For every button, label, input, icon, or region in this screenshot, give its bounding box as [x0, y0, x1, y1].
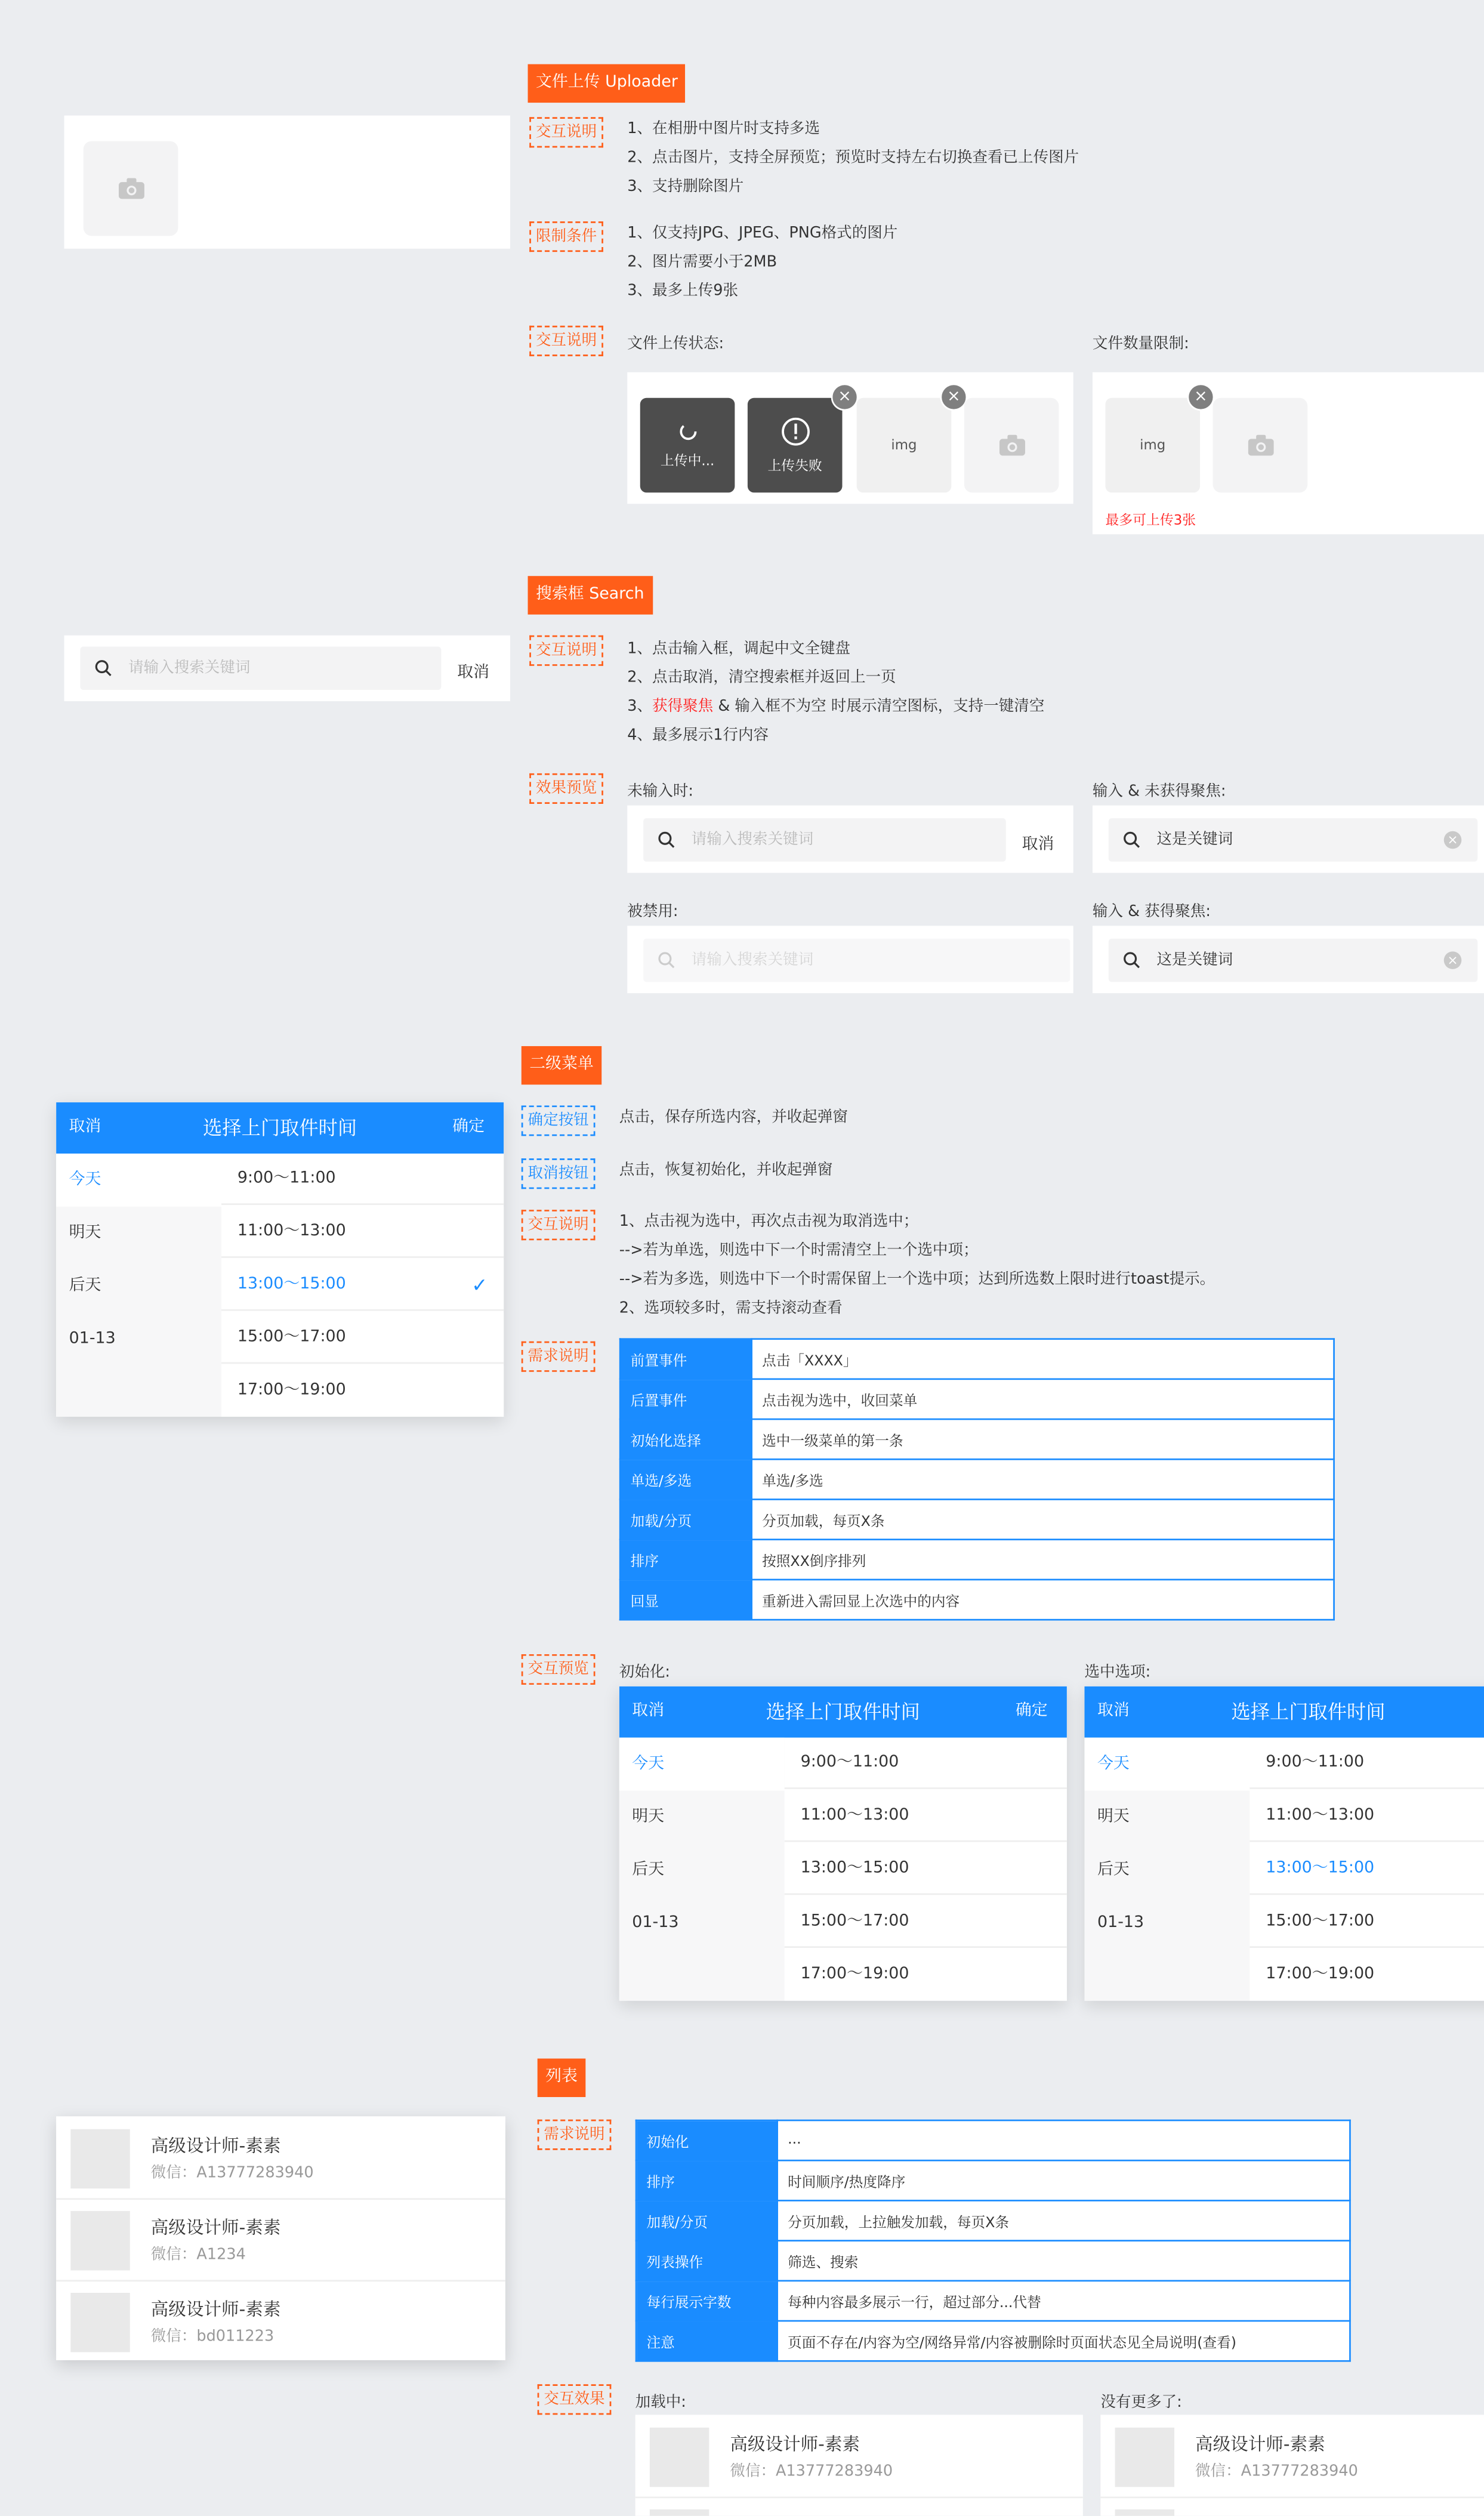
picker-ok-button[interactable]: 确定 [452, 1118, 485, 1136]
search-placeholder: 请输入搜索关键词 [691, 951, 814, 969]
upload-status-label: 文件上传状态: [627, 335, 724, 353]
picker-slot-item[interactable]: 17:00～19:00 [1249, 1950, 1484, 2001]
list-item-name: 高级设计师-素素 [150, 2135, 281, 2157]
list-item-name: 高级设计师-素素 [150, 2299, 281, 2320]
ok-button-tag: 确定按钮 [522, 1105, 596, 1136]
uploader-interact-note-3: 3、支持删除图片 [627, 178, 744, 196]
picker-title: 选择上门取件时间 [203, 1117, 357, 1139]
search-input-disabled [643, 939, 1070, 982]
table-row: 每行展示字数 每种内容最多展示一行，超过部分...代替 [636, 2281, 1350, 2321]
picker-day-item[interactable]: 今天 [1084, 1738, 1249, 1791]
list-item[interactable] [56, 2280, 505, 2360]
search-input-empty[interactable] [643, 818, 1006, 862]
picker-title: 选择上门取件时间 [1231, 1700, 1386, 1723]
list-effect-tag: 交互效果 [538, 2384, 612, 2415]
camera-icon [999, 435, 1025, 456]
label-loading: 加载中: [635, 2394, 686, 2412]
uploader-limit-note-2: 2、图片需要小于2MB [627, 253, 778, 272]
uploader-limit-note-1: 1、仅支持JPG、JPEG、PNG格式的图片 [627, 224, 898, 242]
upload-count-label: 文件数量限制: [1092, 335, 1189, 353]
delete-image-icon[interactable]: × [940, 384, 968, 411]
search-placeholder: 请输入搜索关键词 [128, 659, 251, 677]
uploader-section-title: 文件上传 Uploader [528, 64, 686, 103]
search-keyword: 这是关键词 [1156, 951, 1233, 969]
max-upload-note: 最多可上传3张 [1105, 513, 1196, 530]
list-item[interactable] [56, 2198, 505, 2281]
search-focus-preview [1093, 926, 1484, 993]
time-picker-demo [56, 1102, 504, 1417]
uploader-interact-note-2: 2、点击图片，支持全屏预览；预览时支持左右切换查看已上传图片 [627, 149, 1079, 167]
search-section-title: 搜索框 Search [528, 576, 652, 615]
avatar [1115, 2428, 1174, 2487]
submenu-req-table [619, 1338, 1335, 1620]
uploaded-image-thumb-2[interactable] [1105, 398, 1200, 493]
picker-slot-item[interactable]: 15:00～17:00 [785, 1897, 1067, 1948]
list-item[interactable] [1100, 2496, 1484, 2515]
uploader-limit-note-3: 3、最多上传9张 [627, 282, 739, 300]
picker-cancel-button[interactable]: 取消 [632, 1702, 665, 1720]
label-init: 初始化: [619, 1664, 671, 1682]
search-empty-preview [627, 806, 1073, 873]
picker-slot-item[interactable]: 13:00～15:00 [785, 1843, 1067, 1895]
uploader-demo-panel [64, 116, 510, 249]
picker-cancel-button[interactable]: 取消 [69, 1118, 101, 1136]
list-item[interactable] [635, 2496, 1083, 2515]
avatar [70, 2293, 129, 2352]
table-row: 列表操作 筛选、搜索 [636, 2241, 1350, 2281]
img-text-2: img [1140, 437, 1166, 454]
table-row: 初始化选择 选中一级菜单的第一条 [620, 1419, 1334, 1459]
table-row: 单选/多选 单选/多选 [620, 1459, 1334, 1499]
label-selected: 选中选项: [1084, 1664, 1151, 1682]
picker-day-item[interactable]: 今天 [619, 1738, 785, 1791]
list-item[interactable] [635, 2415, 1083, 2498]
search-demo-panel [64, 636, 510, 701]
failed-text: 上传失败 [767, 458, 822, 474]
search-interact-tag: 交互说明 [529, 636, 603, 666]
label-focus: 输入 & 获得聚焦: [1092, 903, 1211, 921]
failed-thumb [748, 398, 843, 493]
table-row: 初始化 ... [636, 2120, 1350, 2160]
list-req-table [635, 2120, 1351, 2362]
picker-ok-button[interactable]: 确定 [1015, 1702, 1048, 1720]
submenu-interact-note-4: 2、选项较多时，需支持滚动查看 [619, 1299, 843, 1318]
list-item-sub: 微信：A13777283940 [730, 2463, 893, 2481]
picker-day-item[interactable]: 01-13 [1097, 1914, 1144, 1932]
avatar [70, 2129, 129, 2188]
list-loading-preview [635, 2415, 1083, 2515]
search-blur-preview [1093, 806, 1484, 873]
list-item-sub: 微信：A13777283940 [150, 2164, 314, 2182]
check-icon: ✓ [471, 1274, 488, 1297]
time-picker-init [619, 1686, 1067, 2001]
submenu-interact-tag: 交互说明 [522, 1210, 596, 1240]
uploader-interact-tag: 交互说明 [529, 117, 603, 147]
search-input-focus[interactable] [1109, 939, 1477, 982]
search-icon [658, 951, 675, 969]
search-note-2: 2、点击取消，清空搜索框并返回上一页 [627, 669, 896, 687]
list-item-name: 高级设计师-素素 [150, 2217, 281, 2238]
search-placeholder: 请输入搜索关键词 [691, 831, 814, 849]
table-row: 排序 按照XX倒序排列 [620, 1540, 1334, 1580]
search-preview-tag: 效果预览 [529, 773, 603, 804]
table-row: 注意 页面不存在/内容为空/网络异常/内容被删除时页面状态见全局说明(查看) [636, 2321, 1350, 2361]
table-row: 前置事件 点击「XXXX」 [620, 1339, 1334, 1379]
submenu-req-tag: 需求说明 [522, 1342, 596, 1372]
submenu-interact-note-3: -->若为多选，则选中下一个时需保留上一个选中项；达到所选数上限时进行toast提示。 [619, 1271, 1215, 1288]
picker-slot-item[interactable]: 11:00～13:00 [1249, 1790, 1484, 1842]
cancel-button-tag: 取消按钮 [522, 1158, 596, 1189]
avatar [650, 2509, 709, 2516]
camera-icon [1247, 435, 1273, 456]
search-input-blur[interactable] [1109, 818, 1477, 862]
list-section-title: 列表 [538, 2058, 586, 2097]
picker-slot-item-selected[interactable]: 13:00～15:00 ✓ [221, 1260, 504, 1311]
search-icon [1123, 831, 1141, 849]
picker-slot-item[interactable]: 15:00～17:00 [1249, 1897, 1484, 1948]
upload-add-button-2[interactable] [964, 398, 1059, 493]
submenu-preview-tag: 交互预览 [522, 1654, 596, 1685]
picker-day-item[interactable]: 明天 [69, 1224, 101, 1242]
picker-slot-item[interactable]: 11:00～13:00 [221, 1207, 504, 1258]
picker-day-item[interactable]: 后天 [69, 1277, 101, 1295]
picker-day-item[interactable]: 今天 [56, 1154, 221, 1207]
table-row: 回显 重新进入需回显上次选中的内容 [620, 1580, 1334, 1620]
picker-header [619, 1686, 1067, 1738]
upload-count-panel [1093, 372, 1484, 535]
uploader-interact2-tag: 交互说明 [529, 326, 603, 356]
search-note-4: 4、最多展示1行内容 [627, 726, 769, 745]
list-req-tag: 需求说明 [538, 2120, 612, 2150]
picker-day-item[interactable]: 明天 [632, 1808, 665, 1826]
list-item-sub: 微信：bd011223 [150, 2328, 274, 2346]
table-row: 加载/分页 分页加载，每页X条 [620, 1499, 1334, 1539]
picker-slot-item[interactable]: 17:00～19:00 [221, 1365, 504, 1417]
picker-slot-item-selected[interactable]: 13:00～15:00 [1249, 1843, 1484, 1895]
uploaded-image-thumb[interactable] [857, 398, 952, 493]
list-item[interactable] [1100, 2415, 1484, 2498]
picker-day-item[interactable]: 后天 [632, 1861, 665, 1879]
table-row: 排序 时间顺序/热度降序 [636, 2160, 1350, 2200]
avatar [70, 2211, 129, 2270]
submenu-interact-note-1: 1、点击视为选中，再次点击视为取消选中； [619, 1213, 919, 1231]
uploading-text: 上传中... [660, 453, 715, 470]
list-item-sub: 微信：A13777283940 [1195, 2463, 1358, 2481]
table-row: 后置事件 点击视为选中，收回菜单 [620, 1379, 1334, 1419]
picker-day-item[interactable]: 明天 [1097, 1808, 1130, 1826]
search-keyword: 这是关键词 [1156, 831, 1233, 849]
picker-slot-item[interactable]: 9:00～11:00 [221, 1154, 504, 1205]
picker-slot-item[interactable]: 9:00～11:00 [785, 1738, 1067, 1789]
delete-image-icon-2[interactable]: × [1187, 384, 1215, 411]
uploader-interact-note-1: 1、在相册中图片时支持多选 [627, 120, 820, 138]
search-icon [658, 831, 675, 849]
label-empty: 未输入时: [627, 783, 694, 801]
warning-icon [780, 417, 809, 445]
search-icon [95, 659, 113, 677]
search-cancel-button[interactable]: 取消 [1022, 835, 1054, 854]
picker-day-item[interactable]: 后天 [1097, 1861, 1130, 1879]
submenu-interact-note-2: -->若为单选，则选中下一个时需清空上一个选中项； [619, 1241, 979, 1260]
list-item[interactable] [56, 2116, 505, 2200]
list-item-sub: 微信：A1234 [150, 2246, 246, 2264]
search-disabled-preview [627, 926, 1073, 993]
search-input[interactable] [80, 647, 441, 690]
avatar [650, 2428, 709, 2487]
list-demo [56, 2116, 505, 2360]
time-picker-selected [1084, 1686, 1484, 2001]
picker-cancel-button[interactable]: 取消 [1097, 1702, 1130, 1720]
search-note-1: 1、点击输入框，调起中文全键盘 [627, 640, 851, 658]
picker-day-item[interactable]: 01-13 [632, 1914, 679, 1932]
uploader-limit-tag: 限制条件 [529, 221, 603, 252]
delete-failed-icon[interactable]: × [831, 384, 859, 411]
label-disabled: 被禁用: [627, 903, 678, 921]
clear-icon[interactable]: × [1444, 951, 1462, 969]
uploading-thumb [640, 398, 735, 493]
upload-add-button-3[interactable] [1213, 398, 1308, 493]
search-note-3: 3、获得聚焦 & 输入框不为空 时展示清空图标，支持一键清空 [627, 698, 1045, 716]
img-text: img [891, 437, 917, 454]
picker-slot-item[interactable]: 15:00～17:00 [221, 1312, 504, 1364]
picker-slot-item[interactable]: 9:00～11:00 [1249, 1738, 1484, 1789]
table-row: 加载/分页 分页加载，上拉触发加载，每页X条 [636, 2200, 1350, 2240]
picker-title: 选择上门取件时间 [766, 1700, 920, 1723]
picker-slot-item[interactable]: 11:00～13:00 [785, 1790, 1067, 1842]
list-item-name: 高级设计师-素素 [730, 2434, 860, 2455]
list-nomore-preview [1100, 2415, 1484, 2515]
loading-spinner-icon [678, 421, 697, 440]
list-item-name: 高级设计师-素素 [1195, 2434, 1325, 2455]
picker-header [56, 1102, 504, 1154]
upload-status-panel [627, 372, 1073, 504]
picker-header [1084, 1686, 1484, 1738]
ok-button-note: 点击，保存所选内容，并收起弹窗 [619, 1108, 848, 1127]
picker-day-item[interactable]: 01-13 [69, 1330, 116, 1348]
avatar [1115, 2509, 1174, 2516]
submenu-section-title: 二级菜单 [522, 1046, 601, 1085]
clear-icon[interactable]: × [1444, 831, 1462, 849]
search-icon [1123, 951, 1141, 969]
cancel-button-note: 点击，恢复初始化，并收起弹窗 [619, 1161, 833, 1180]
label-nomore: 没有更多了: [1100, 2394, 1182, 2412]
search-cancel-button[interactable]: 取消 [457, 664, 490, 682]
upload-add-button[interactable] [84, 141, 178, 236]
picker-slot-item[interactable]: 17:00～19:00 [785, 1950, 1067, 2001]
camera-icon [118, 178, 144, 199]
label-blur: 输入 & 未获得聚焦: [1092, 783, 1226, 801]
